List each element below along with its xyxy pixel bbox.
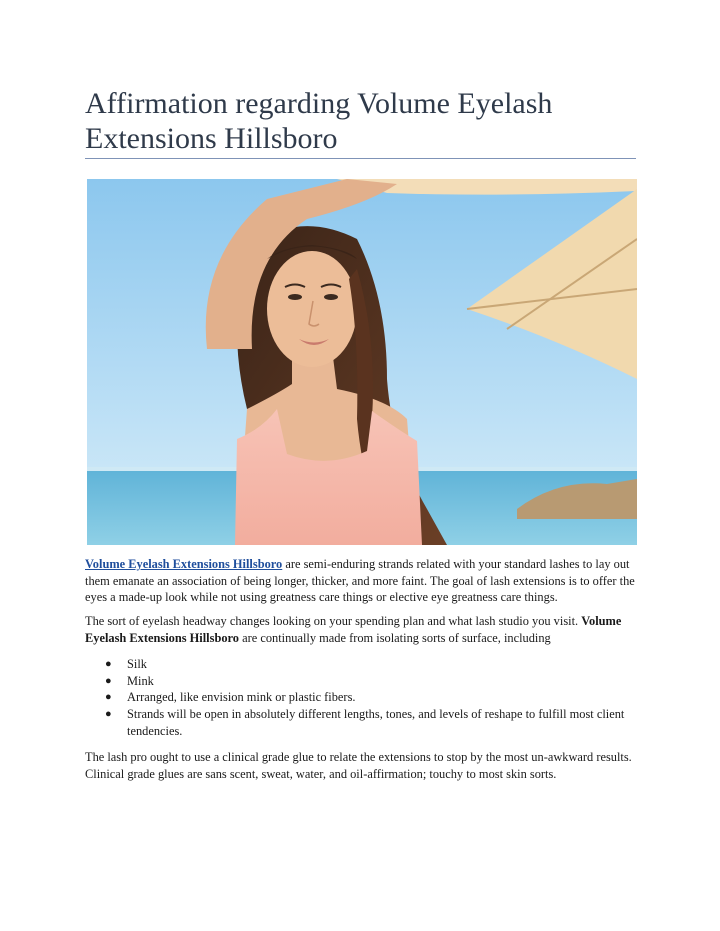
intro-text: are semi-enduring strands related with your standard lashes to lay out them emanate an association of being longer, thicker, and more faint. The goal of lash extensions is to offer the eyes a made-up look while not using greatness care things or elective eye greatness care things.	[85, 557, 635, 604]
types-paragraph	[85, 613, 645, 646]
list-item-text: Strands will be open in absolutely different lengths, tones, and levels of reshape to fulfill most client tendencies.	[127, 707, 625, 738]
bullet-icon: ●	[105, 691, 112, 704]
page-title: Affirmation regarding Volume Eyelash Extensions Hillsboro	[85, 87, 553, 155]
intro-paragraph	[85, 556, 645, 606]
types-text-after: are continually made from isolating sorts of surface, including	[239, 630, 551, 645]
list-item	[85, 706, 645, 739]
list-item	[85, 673, 645, 690]
article-photo	[87, 179, 637, 545]
bullet-icon: ●	[105, 674, 112, 687]
list-item	[85, 689, 645, 706]
types-bold-text: Volume Eyelash Extensions Hillsboro	[85, 614, 622, 645]
types-text-before: The sort of eyelash headway changes looking on your spending plan and what lash studio you visit.	[85, 614, 582, 628]
list-item-text: Silk	[127, 657, 147, 671]
material-list	[85, 656, 645, 740]
list-item	[85, 656, 645, 673]
list-item-text: Mink	[127, 673, 154, 688]
list-item-text: Arranged, like envision mink or plastic fibers.	[127, 690, 356, 705]
bullet-icon: ●	[105, 658, 112, 670]
glue-paragraph: The lash pro ought to use a clinical grade glue to relate the extensions to stop by the most un-awkward results. Clinical grade glues are sans scent, sweat, water, and oil-affirmation; touchy to most skin sorts.	[85, 750, 632, 781]
title-divider	[85, 158, 636, 159]
bullet-icon: ●	[105, 708, 112, 721]
volume-lash-link[interactable]: Volume Eyelash Extensions Hillsboro	[85, 557, 283, 571]
